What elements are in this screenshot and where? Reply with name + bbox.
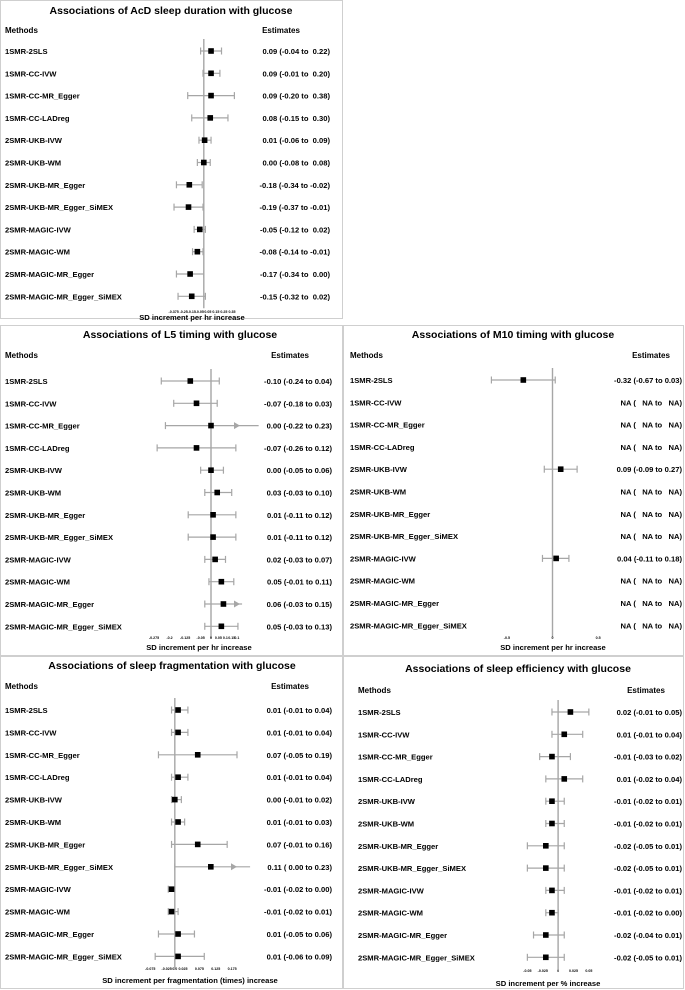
method-label: 2SMR-UKB-WM [350, 487, 407, 497]
point-estimate [208, 71, 214, 77]
estimates-header: Estimates [271, 682, 309, 691]
method-label: 1SMR-2SLS [5, 47, 48, 56]
x-tick-label: 0.1 [234, 636, 240, 640]
method-label: 1SMR-CC-MR_Egger [5, 421, 80, 431]
method-label: 2SMR-UKB-IVW [350, 465, 407, 475]
forest-panel-l5-timing [5, 329, 332, 652]
estimate-text: 0.01 (-0.01 to 0.03) [266, 818, 332, 827]
point-estimate [208, 48, 214, 54]
method-label: 2SMR-MAGIC-WM [5, 907, 70, 917]
x-axis-label: SD increment per % increase [495, 979, 601, 988]
ci-arrow [234, 601, 240, 608]
methods-header: Methods [5, 682, 38, 691]
x-tick-label: 0.0 [172, 967, 178, 971]
point-estimate [175, 730, 181, 736]
panel-title: Associations of sleep efficiency with glucose [405, 663, 631, 675]
method-label: 1SMR-CC-MR_Egger [358, 752, 433, 762]
method-label: 1SMR-CC-LADreg [358, 774, 423, 784]
x-tick-label: 0.075 [194, 967, 204, 971]
method-label: 2SMR-MAGIC-MR_Egger_SiMEX [5, 292, 122, 302]
panel-title: Associations of sleep fragmentation with glucose [48, 660, 296, 672]
estimate-text: NA ( NA to NA) [620, 621, 682, 631]
point-estimate [549, 754, 555, 760]
point-estimate [553, 556, 559, 562]
point-estimate [568, 709, 574, 715]
method-label: 2SMR-UKB-MR_Egger_SiMEX [5, 862, 114, 872]
estimate-text: 0.05 (-0.01 to 0.11) [266, 577, 332, 587]
x-tick-label: -0.05 [195, 310, 204, 314]
method-label: 1SMR-CC-LADreg [5, 773, 70, 783]
point-estimate [221, 601, 227, 607]
method-label: 2SMR-MAGIC-IVW [350, 554, 416, 564]
method-label: 2SMR-MAGIC-MR_Egger [350, 599, 440, 608]
point-estimate [210, 512, 216, 518]
method-label: 2SMR-MAGIC-WM [350, 576, 415, 586]
x-tick-label: 0.25 [220, 310, 228, 314]
forest-panel-acd-sleep-duration [5, 5, 330, 322]
estimate-text: 0.00 (-0.05 to 0.06) [266, 466, 332, 476]
x-tick-label: -0.375 [168, 310, 179, 314]
method-label: 2SMR-MAGIC-MR_Egger [5, 930, 95, 939]
estimate-text: NA ( NA to NA) [620, 398, 682, 408]
methods-header: Methods [5, 351, 38, 360]
method-label: 1SMR-CC-MR_Egger [350, 420, 425, 430]
ci-arrow [234, 422, 240, 429]
estimate-text: -0.01 (-0.02 to 0.01) [614, 886, 682, 896]
method-label: 1SMR-2SLS [5, 377, 48, 386]
point-estimate [208, 467, 214, 473]
estimate-text: -0.18 (-0.34 to -0.02) [259, 180, 330, 190]
point-estimate [194, 445, 200, 451]
point-estimate [197, 227, 203, 233]
point-estimate [549, 888, 555, 894]
estimate-text: 0.01 (-0.06 to 0.09) [266, 952, 332, 962]
x-tick-label: 0.15 [228, 636, 236, 640]
method-label: 2SMR-UKB-MR_Egger_SiMEX [350, 532, 459, 542]
method-label: 2SMR-MAGIC-MR_Egger_SiMEX [5, 622, 122, 632]
estimate-text: -0.02 (-0.05 to 0.01) [614, 841, 682, 851]
x-tick-label: -0.125 [180, 636, 191, 640]
method-label: 1SMR-2SLS [358, 708, 401, 717]
estimate-text: -0.01 (-0.02 to 0.00) [614, 908, 682, 918]
estimates-header: Estimates [627, 686, 665, 695]
point-estimate [175, 707, 181, 713]
point-estimate [549, 798, 555, 804]
estimate-text: 0.02 (-0.01 to 0.05) [616, 708, 682, 717]
x-tick-label: 0.35 [228, 310, 236, 314]
estimate-text: -0.32 (-0.67 to 0.03) [614, 376, 682, 385]
method-label: 1SMR-CC-MR_Egger [5, 750, 80, 760]
method-label: 2SMR-UKB-MR_Egger_SiMEX [5, 533, 114, 543]
estimate-text: 0.01 (-0.01 to 0.04) [266, 706, 332, 715]
method-label: 2SMR-MAGIC-WM [5, 247, 70, 257]
estimate-text: -0.07 (-0.26 to 0.12) [264, 443, 332, 453]
method-label: 1SMR-CC-IVW [350, 398, 402, 408]
point-estimate [195, 249, 201, 255]
estimates-header: Estimates [632, 351, 670, 360]
panel-title: Associations of AcD sleep duration with glucose [49, 5, 293, 17]
method-label: 2SMR-MAGIC-MR_Egger_SiMEX [358, 953, 475, 963]
method-label: 2SMR-UKB-IVW [5, 795, 62, 805]
method-label: 2SMR-MAGIC-MR_Egger_SiMEX [5, 952, 122, 962]
method-label: 2SMR-MAGIC-MR_Egger [5, 600, 95, 609]
method-label: 2SMR-UKB-WM [358, 819, 415, 829]
point-estimate [219, 579, 225, 585]
method-label: 2SMR-MAGIC-IVW [5, 555, 71, 565]
x-tick-label: -0.025 [537, 969, 548, 973]
point-estimate [207, 115, 213, 121]
method-label: 1SMR-CC-IVW [5, 69, 57, 79]
x-tick-label: -0.275 [148, 636, 160, 640]
method-label: 2SMR-UKB-IVW [5, 136, 62, 146]
x-tick-label: -0.05 [523, 969, 532, 973]
estimate-text: -0.15 (-0.32 to 0.02) [259, 292, 330, 302]
estimate-text: NA ( NA to NA) [620, 420, 682, 430]
x-tick-label: 0.125 [211, 967, 221, 971]
panel-title: Associations of M10 timing with glucose [411, 329, 615, 341]
estimate-text: 0.02 (-0.03 to 0.07) [266, 555, 332, 565]
method-label: 2SMR-UKB-MR_Egger_SiMEX [5, 203, 114, 213]
point-estimate [561, 732, 567, 738]
estimate-text: NA ( NA to NA) [620, 532, 682, 542]
estimate-text: 0.00 (-0.08 to 0.08) [262, 158, 330, 168]
estimate-text: 0.09 (-0.04 to 0.22) [262, 47, 330, 56]
estimate-text: -0.01 (-0.02 to 0.01) [614, 797, 682, 807]
estimate-text: 0.00 (-0.22 to 0.23) [266, 421, 332, 431]
estimate-text: 0.05 (-0.03 to 0.13) [266, 622, 332, 632]
estimate-text: -0.19 (-0.37 to -0.01) [259, 203, 330, 213]
estimate-text: 0.09 (-0.01 to 0.20) [262, 69, 330, 79]
estimate-text: 0.03 (-0.03 to 0.10) [266, 488, 332, 498]
x-axis-label: SD increment per hr increase [139, 313, 245, 322]
method-label: 2SMR-UKB-MR_Egger [5, 510, 86, 520]
x-tick-label: 0.05 [204, 310, 212, 314]
method-label: 2SMR-UKB-WM [5, 158, 62, 168]
estimate-text: 0.08 (-0.15 to 0.30) [262, 113, 330, 123]
x-tick-label: -0.5 [503, 636, 511, 640]
x-tick-label: 0.5 [595, 636, 601, 640]
method-label: 2SMR-MAGIC-MR_Egger [358, 931, 448, 940]
point-estimate [195, 752, 201, 758]
estimate-text: 0.01 (-0.05 to 0.06) [266, 930, 332, 939]
method-label: 2SMR-MAGIC-WM [5, 577, 70, 587]
estimate-text: 0.01 (-0.06 to 0.09) [262, 136, 330, 146]
point-estimate [195, 842, 201, 848]
estimate-text: NA ( NA to NA) [620, 442, 682, 452]
point-estimate [543, 843, 549, 849]
point-estimate [175, 774, 181, 780]
method-label: 2SMR-UKB-IVW [5, 466, 62, 476]
estimate-text: 0.01 (-0.02 to 0.04) [616, 774, 682, 784]
forest-panel-m10-timing [350, 329, 682, 652]
estimate-text: 0.11 ( 0.00 to 0.23) [267, 862, 332, 872]
point-estimate [172, 797, 178, 803]
point-estimate [558, 466, 564, 472]
estimate-text: NA ( NA to NA) [620, 487, 682, 497]
point-estimate [208, 423, 214, 429]
point-estimate [201, 160, 207, 166]
method-label: 1SMR-CC-MR_Egger [5, 91, 80, 101]
estimate-text: NA ( NA to NA) [620, 599, 682, 608]
method-label: 2SMR-UKB-MR_Egger [358, 841, 439, 851]
method-label: 2SMR-MAGIC-WM [358, 908, 423, 918]
x-tick-label: 0.05 [585, 969, 593, 973]
methods-header: Methods [350, 351, 383, 360]
estimate-text: -0.07 (-0.18 to 0.03) [264, 399, 332, 409]
x-tick-label: 0 [210, 636, 212, 640]
x-axis-label: SD increment per hr increase [500, 643, 606, 652]
x-axis-label: SD increment per fragmentation (times) increase [102, 976, 278, 985]
method-label: 2SMR-UKB-MR_Egger [350, 509, 431, 519]
estimate-text: -0.10 (-0.24 to 0.04) [264, 377, 332, 386]
methods-header: Methods [358, 686, 391, 695]
x-tick-label: 0.025 [568, 969, 578, 973]
ci-arrow [231, 863, 237, 870]
panel-title: Associations of L5 timing with glucose [82, 329, 278, 341]
method-label: 1SMR-CC-IVW [5, 399, 57, 409]
method-label: 1SMR-CC-LADreg [350, 442, 415, 452]
estimate-text: -0.02 (-0.05 to 0.01) [614, 953, 682, 963]
point-estimate [543, 932, 549, 938]
method-label: 2SMR-MAGIC-MR_Egger [5, 270, 95, 279]
estimates-header: Estimates [271, 351, 309, 360]
point-estimate [212, 557, 218, 563]
method-label: 1SMR-2SLS [350, 376, 393, 385]
method-label: 1SMR-CC-LADreg [5, 113, 70, 123]
point-estimate [208, 93, 214, 99]
point-estimate [194, 401, 200, 407]
estimate-text: 0.00 (-0.01 to 0.02) [266, 795, 332, 805]
x-axis-label: SD increment per hr increase [146, 643, 252, 652]
estimate-text: -0.05 (-0.12 to 0.02) [259, 225, 330, 235]
x-tick-label: -0.25 [179, 310, 188, 314]
point-estimate [175, 931, 181, 937]
x-tick-label: -0.05 [196, 636, 205, 640]
estimate-text: 0.07 (-0.01 to 0.16) [266, 840, 332, 850]
x-tick-label: -0.075 [145, 967, 156, 971]
x-tick-label: 0.025 [178, 967, 188, 971]
estimate-text: 0.01 (-0.11 to 0.12) [266, 510, 332, 520]
estimate-text: 0.04 (-0.11 to 0.18) [616, 554, 682, 564]
estimate-text: -0.17 (-0.34 to 0.00) [259, 270, 330, 279]
method-label: 1SMR-CC-LADreg [5, 443, 70, 453]
forest-panel-sleep-fragmentation [5, 660, 332, 985]
point-estimate [543, 865, 549, 871]
method-label: 2SMR-UKB-WM [5, 818, 62, 827]
estimate-text: NA ( NA to NA) [620, 576, 682, 586]
estimate-text: NA ( NA to NA) [620, 509, 682, 519]
point-estimate [202, 137, 208, 143]
estimate-text: -0.01 (-0.02 to 0.01) [264, 907, 332, 917]
x-tick-label: -0.2 [166, 636, 173, 640]
method-label: 2SMR-UKB-WM [5, 488, 62, 498]
point-estimate [175, 954, 181, 960]
estimate-text: -0.01 (-0.03 to 0.02) [614, 752, 682, 762]
estimate-text: 0.09 (-0.20 to 0.38) [262, 91, 330, 101]
point-estimate [186, 204, 192, 210]
method-label: 2SMR-UKB-MR_Egger [5, 180, 86, 190]
method-label: 2SMR-UKB-IVW [358, 797, 415, 807]
x-tick-label: 0 [551, 636, 554, 640]
x-tick-label: 0 [557, 969, 560, 973]
point-estimate [175, 819, 181, 825]
x-tick-label: -0.025 [161, 967, 172, 971]
estimate-text: -0.02 (-0.05 to 0.01) [614, 864, 682, 874]
estimate-text: -0.08 (-0.14 to -0.01) [259, 247, 330, 257]
estimate-text: -0.01 (-0.02 to 0.01) [614, 819, 682, 829]
method-label: 1SMR-CC-IVW [358, 730, 410, 740]
method-label: 1SMR-CC-IVW [5, 728, 57, 738]
point-estimate [521, 377, 527, 383]
point-estimate [549, 821, 555, 827]
estimate-text: 0.07 (-0.05 to 0.19) [266, 750, 332, 760]
estimate-text: 0.01 (-0.01 to 0.04) [616, 730, 682, 740]
estimate-text: 0.01 (-0.11 to 0.12) [266, 533, 332, 543]
point-estimate [187, 182, 193, 188]
method-label: 1SMR-2SLS [5, 706, 48, 715]
point-estimate [549, 910, 555, 916]
point-estimate [187, 378, 193, 384]
method-label: 2SMR-MAGIC-MR_Egger_SiMEX [350, 621, 467, 631]
estimate-text: 0.06 (-0.03 to 0.15) [266, 600, 332, 609]
method-label: 2SMR-UKB-MR_Egger [5, 840, 86, 850]
point-estimate [543, 955, 549, 961]
estimates-header: Estimates [262, 26, 300, 35]
x-tick-label: 0.15 [212, 310, 220, 314]
point-estimate [189, 294, 195, 300]
point-estimate [219, 624, 225, 630]
estimate-text: 0.01 (-0.01 to 0.04) [266, 728, 332, 738]
method-label: 2SMR-MAGIC-IVW [358, 886, 424, 896]
point-estimate [214, 490, 220, 496]
point-estimate [208, 864, 214, 870]
point-estimate [210, 534, 216, 540]
method-label: 2SMR-MAGIC-IVW [5, 225, 71, 235]
point-estimate [169, 886, 175, 892]
method-label: 2SMR-MAGIC-IVW [5, 885, 71, 895]
methods-header: Methods [5, 26, 38, 35]
x-tick-label: 0.05 0.1 [214, 636, 228, 640]
estimate-text: -0.01 (-0.02 to 0.00) [264, 885, 332, 895]
point-estimate [561, 776, 567, 782]
point-estimate [169, 909, 175, 915]
x-tick-label: 0.175 [227, 967, 237, 971]
estimate-text: 0.09 (-0.09 to 0.27) [616, 465, 682, 475]
estimate-text: 0.01 (-0.01 to 0.04) [266, 773, 332, 783]
estimate-text: -0.02 (-0.04 to 0.01) [614, 931, 682, 940]
point-estimate [187, 271, 193, 277]
method-label: 2SMR-UKB-MR_Egger_SiMEX [358, 864, 467, 874]
x-tick-label: -0.15 [187, 310, 196, 314]
forest-panel-sleep-efficiency [358, 663, 682, 988]
